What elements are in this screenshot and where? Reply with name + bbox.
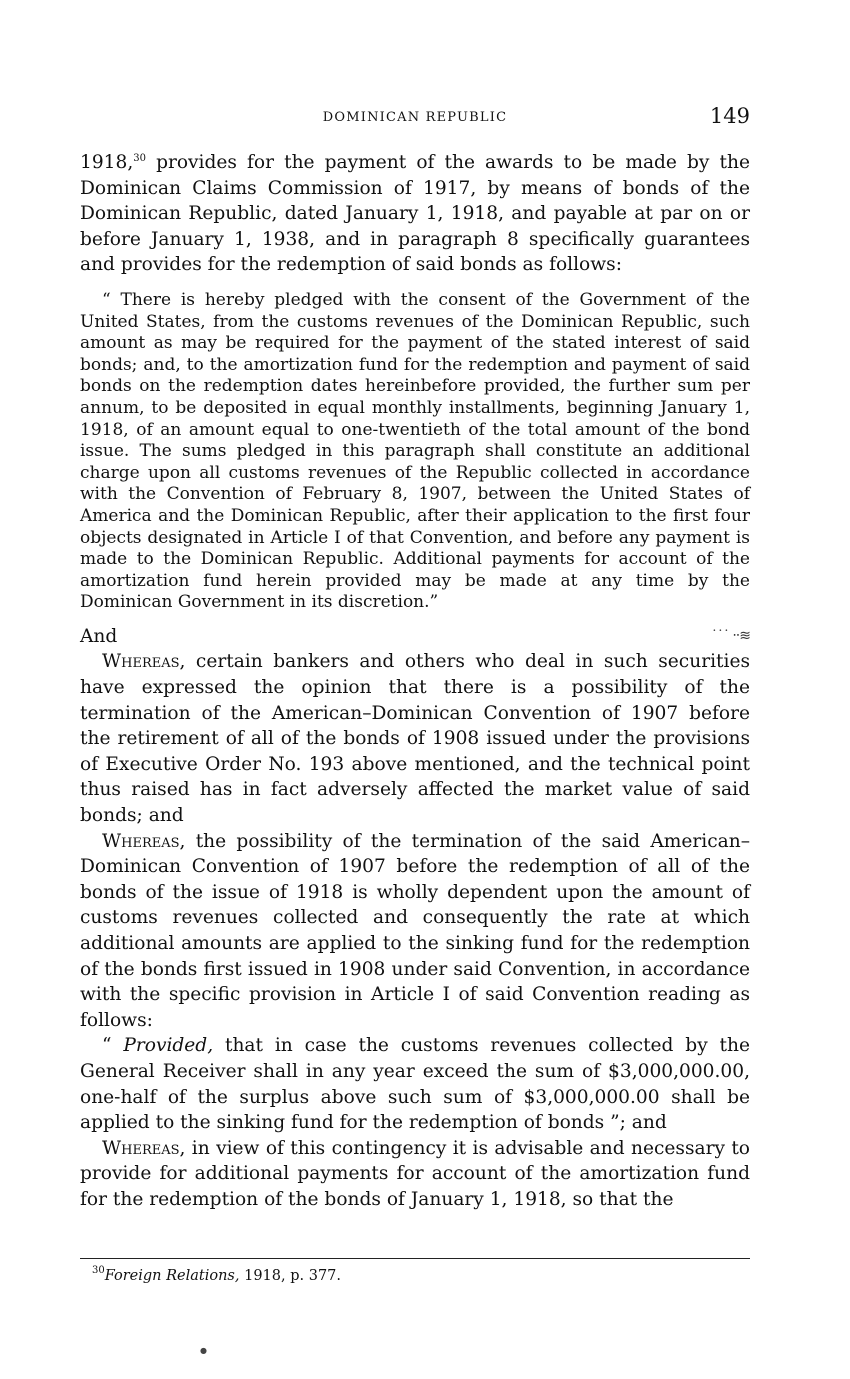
paragraph1-lead: 1918,	[80, 152, 134, 173]
whereas-paragraph-2	[80, 829, 750, 1034]
footnote-text: 1918, p. 377.	[239, 1268, 341, 1284]
page-header	[80, 104, 750, 134]
block-quote-1: “ There is hereby pledged with the consent of the Government of the United States, from the customs revenues of the Dominican Republic, such amount as may be required for the payment of the stated interest of said bonds; and, to the amortization fund for the redemption and payment of said bonds on the redemption dates hereinbefore provided, the further sum per annum, to be deposited in equal monthly installments, beginning January 1, 1918, of an amount equal to one-twentieth of the total amount of the bond issue. The sums pledged in this paragraph shall constitute an additional charge upon all customs revenues of the Republic collected in accordance with the Convention of February 8, 1907, between the United States of America and the Dominican Republic, after their application to the first four objects designated in Article I of that Convention, and before any payment is made to the Dominican Republic. Additional payments for account of the amortization fund herein provided may be made at any time by the Dominican Government in its discretion.”	[80, 289, 750, 613]
ink-blot-icon: ˙˙˙ ‧‧≋	[710, 627, 750, 644]
footnote-source: Foreign Relations,	[104, 1268, 240, 1284]
and-line	[80, 624, 750, 650]
quote-italic: Provided,	[123, 1035, 214, 1057]
whereas-text: , the possibility of the termination of the said American–Dominican Convention of 1907 before the redemption of all of the bonds of the issue of 1918 is wholly dependent upon the amount of customs revenues collected and consequently the rate at which additional amounts are applied to the sinking fund for the redemption of the bonds first issued in 1908 under said Convention, in accordance with the specific provision in Article I of said Convention reading as follows:	[80, 830, 750, 1031]
whereas-label: Whereas	[102, 830, 180, 852]
quote-open: “	[102, 1035, 124, 1057]
paragraph1-text: provides for the payment of the awards to be made by the Dominican Claims Commission of 1917, by means of bonds of the Dominican Republic, dated January 1, 1918, and payable at par on or before January 1, 1938, and in paragraph 8 specifically guarantees and provides for the redemption of said bonds as follows:	[80, 152, 750, 276]
quote-text: that in case the customs revenues collected by the General Receiver shall in any year exceed the sum of $3,000,000.00, one-half of the surplus above such sum of $3,000,000.00 shall be applied to the sinking fund for the redemption of bonds ”; and	[80, 1035, 750, 1134]
whereas-text: , certain bankers and others who deal in such securities have expressed the opinion that there is a possibility of the termination of the American–Dominican Convention of 1907 before the retirement of all of the bonds of 1908 issued under the provisions of Executive Order No. 193 above mentioned, and the technical point thus raised has in fact adversely affected the market value of said bonds; and	[80, 651, 750, 827]
footnote-divider	[80, 1258, 750, 1259]
whereas-paragraph-3	[80, 1136, 750, 1213]
whereas-label: Whereas	[102, 1137, 180, 1159]
whereas-paragraph-1	[80, 649, 750, 828]
running-title: DOMINICAN REPUBLIC	[322, 110, 508, 125]
body-text	[80, 150, 750, 1213]
quote-paragraph-2	[80, 1033, 750, 1135]
stray-dot-icon: ●	[200, 1346, 207, 1355]
whereas-label: Whereas	[102, 651, 180, 673]
footnote	[92, 1265, 341, 1284]
footnote-number: 30	[92, 1265, 105, 1276]
footnote-ref: 30	[133, 153, 146, 164]
paragraph-continuation	[80, 150, 750, 278]
and-label: And	[80, 625, 118, 647]
whereas-text: , in view of this contingency it is advisable and necessary to provide for additional payments for account of the amortization fund for the redemption of the bonds of January 1, 1918, so that the	[80, 1137, 750, 1210]
page-number: 149	[709, 104, 750, 128]
